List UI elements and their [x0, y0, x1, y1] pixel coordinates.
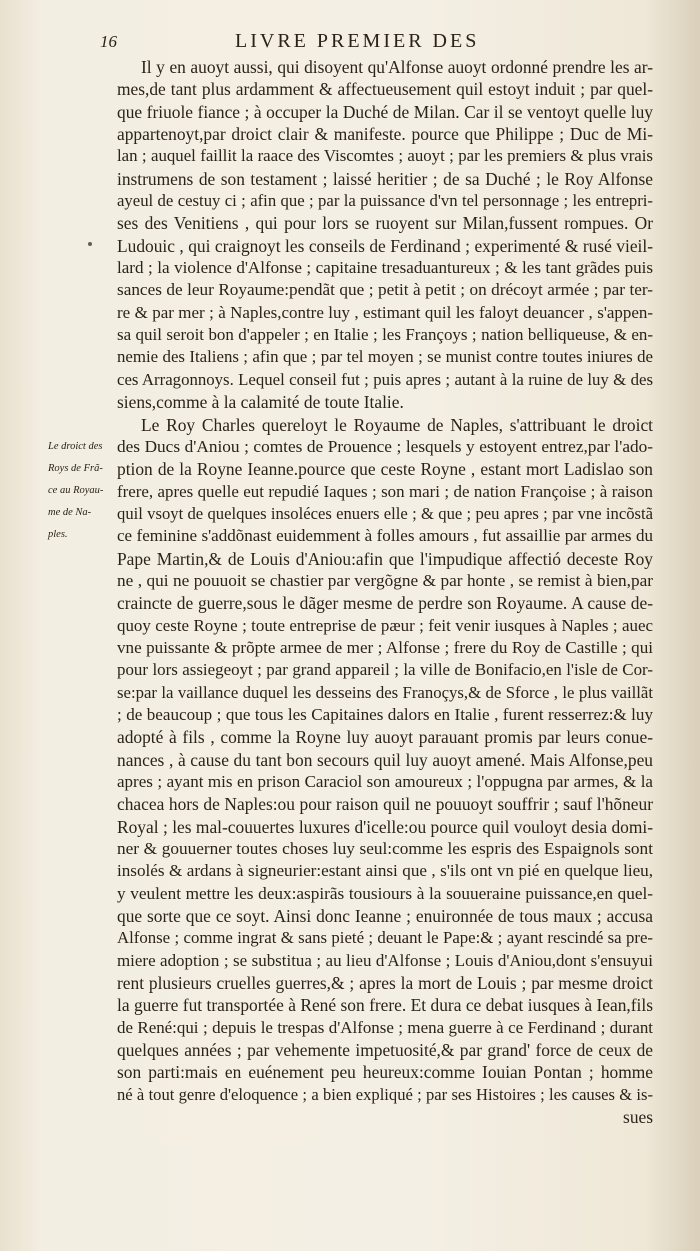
text-line: craincte de guerre,sous le dãger mesme de perdre son Royaume. A cause de-: [117, 593, 653, 614]
text-line: quoy ceste Royne ; toute entreprise de pæur ; feit venir iusques à Naples ; auec: [117, 615, 653, 635]
text-line: mes,de tant plus ardamment & affectueusement quil estoyt induit ; par quel-: [117, 79, 653, 100]
text-line: ner & gouuerner toutes choses luy seul:comme les espris des Espaignols sont: [117, 839, 653, 859]
text-line: nances , à cause du tant bon secours quil luy auoyt amené. Mais Alfonse,peu: [117, 749, 653, 770]
text-line: vne puissante & prõpte armee de mer ; Alfonse ; frere du Roy de Castille ; qui: [117, 637, 653, 657]
text-line: Royal ; les mal-couuertes luxures d'icelle:ou pource quil vouloyt desia domi-: [117, 816, 653, 837]
text-line: re & par mer ; à Naples,contre luy , estimant quil les faloyt deuancer , s'appen-: [117, 302, 653, 322]
text-line: rent plusieurs cruelles guerres,& ; apres la mort de Louis ; par mesme droict: [117, 973, 653, 994]
marginal-note-line: me de Na-: [48, 507, 92, 518]
text-line: se:par la vaillance duquel les desseins des Franoçys,& de Sforce , le plus vaillãt: [117, 682, 653, 702]
text-line: Pape Martin,& de Louis d'Aniou:afin que l'impudique affectió deceste Roy: [117, 548, 653, 569]
body-text: [117, 56, 653, 1129]
text-line: frere, apres quelle eut repudié Iaques ; son mari ; de nation Françoise ; à raison: [117, 481, 653, 501]
text-line: que sorte que ce soyt. Ainsi donc Ieanne ; enuironnée de tous maux ; accusa: [117, 906, 653, 927]
text-line: apres ; ayant mis en prison Caraciol son amoureux ; l'oppugna par armes, & la: [117, 772, 653, 791]
text-line: chacea hors de Naples:ou pour raison quil ne pouuoyt souffrir ; sauf l'hõneur: [117, 794, 653, 815]
text-line: instrumens de son testament ; laissé heritier ; de sa Duché ; le Roy Alfonse: [117, 168, 653, 189]
running-head: LIVRE PREMIER DES: [235, 30, 480, 52]
text-line: Ludouic , qui craignoyt les conseils de Ferdinand ; experimenté & rusé vieil-: [117, 235, 653, 256]
text-line: ses des Venitiens , qui pour lors se ruoyent sur Milan,fussent rompues. Or: [117, 213, 653, 234]
marginal-note-line: ce au Royau-: [48, 485, 104, 496]
text-line: Alfonse ; comme ingrat & sans pieté ; deuant le Pape:& ; ayant rescindé sa pre-: [117, 928, 653, 948]
text-line: ayeul de cestuy ci ; afin que ; par la puissance d'vn tel personnage ; les entrepri-: [117, 191, 653, 211]
text-line: ne , qui ne pouuoit se chastier par vergõgne & par honte , se remist à bien,par: [117, 570, 653, 590]
marginal-note-line: Le droict des: [48, 441, 103, 452]
text-line: miere adoption ; se substitua ; au lieu d'Alfonse ; Louis d'Aniou,dont s'ensuyui: [117, 950, 653, 970]
text-line: que friuole fiance ; à occuper la Duché de Milan. Car il se ventoyt quelle luy: [117, 101, 653, 122]
text-line: ; de beaucoup ; que tous les Capitaines dalors en Italie , furent resserrez:& luy: [117, 704, 653, 724]
text-line: siens,comme à la calamité de toute Italie.: [117, 392, 404, 413]
text-line: lard ; la violence d'Alfonse ; capitaine tresaduantureux ; & les tant grãdes puis: [117, 258, 653, 278]
text-line: son parti:mais en euénement peu heureux:comme Iouian Pontan ; homme: [117, 1062, 653, 1083]
text-line: nemie des Italiens ; afin que ; par tel moyen ; se munist contre toutes iniures de: [117, 347, 653, 367]
text-line: y veulent mettre les deux:aspirãs tousiours à la souueraine puissance,en quel-: [117, 883, 653, 903]
text-line: quil vsoyt de quelques insoléces enuers elle ; & que ; peu apres ; par vne incõstã: [117, 503, 653, 523]
text-line: sances de leur Royaume:pendãt que ; petit à petit ; on drécoyt armée ; par ter-: [117, 280, 653, 300]
page-number: 16: [100, 32, 117, 51]
page-header: [100, 30, 640, 56]
marginal-note-line: ples.: [48, 529, 68, 540]
text-line: ces Arragonnoys. Lequel conseil fut ; puis apres ; autant à la ruine de luy & des: [117, 369, 653, 389]
text-line: adopté à fils , comme la Royne luy auoyt parauant promis par leurs conue-: [117, 727, 653, 748]
text-line: pour lors assiegeoyt ; par grand appareil ; la ville de Bonifacio,en l'isle de Cor-: [117, 660, 653, 680]
text-line: Le Roy Charles quereloyt le Royaume de Naples, s'attribuant le droict: [141, 414, 653, 435]
text-line: de René:qui ; depuis le trespas d'Alfonse ; mena guerre à ce Ferdinand ; durant: [117, 1017, 653, 1037]
catchword: sues: [623, 1107, 653, 1128]
text-line: des Ducs d'Aniou ; comtes de Prouence ; lesquels y estoyent entrez,par l'ado-: [117, 436, 653, 456]
margin-mark: [88, 242, 92, 246]
text-line: ce feminine s'addõnast euidemment à folles amours , fut assaillie par armes du: [117, 526, 653, 546]
marginal-note: [48, 436, 118, 546]
text-line: ption de la Royne Ieanne.pource que ceste Royne , estant mort Ladislao son: [117, 459, 653, 480]
text-line: lan ; auquel faillit la raace des Viscomtes ; auoyt ; par les premiers & plus vrais: [117, 146, 653, 166]
text-line: né à tout genre d'eloquence ; a bien expliqué ; par ses Histoires ; les causes & is-: [117, 1084, 653, 1104]
text-line: appartenoyt,par droict clair & manifeste. pource que Philippe ; Duc de Mi-: [117, 124, 653, 145]
text-line: sa quil seroit bon d'appeler ; en Italie ; les Françoys ; nation belliqueuse, & en-: [117, 325, 653, 345]
marginal-note-line: Roys de Frã-: [48, 463, 103, 474]
text-line: la guerre fut transportée à René son frere. Et dura ce debat iusques à Iean,fils: [117, 995, 653, 1016]
text-line: Il y en auoyt aussi, qui disoyent qu'Alfonse auoyt ordonné prendre les ar-: [141, 57, 653, 77]
text-line: quelques années ; par vehemente impetuosité,& par grand' force de ceux de: [117, 1040, 653, 1061]
text-line: insolés & ardans à signeurier:estant ainsi que , s'ils ont vn pié en quelque lieu,: [117, 861, 653, 881]
